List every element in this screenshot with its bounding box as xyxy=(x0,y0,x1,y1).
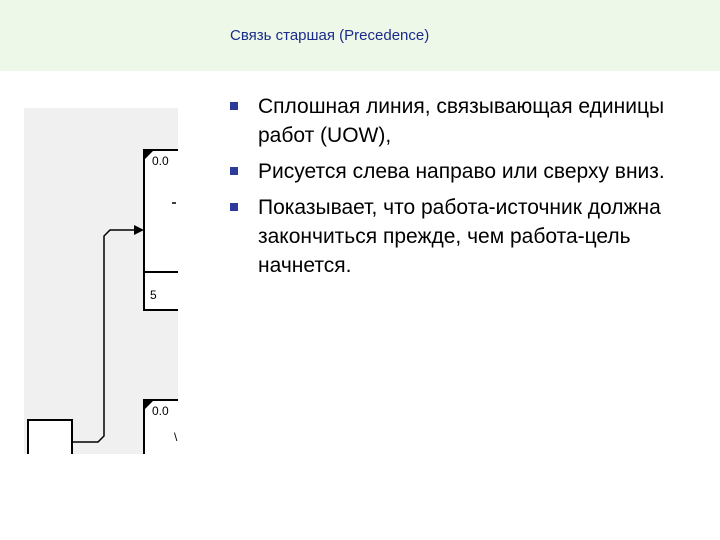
bullet-text: Рисуется слева направо или сверху вниз. xyxy=(258,160,665,183)
uow-top-start-label: 0.0 xyxy=(152,154,169,168)
bullet-square-icon xyxy=(230,203,238,211)
uow-bottom-side-label: \ xyxy=(174,430,178,444)
bullet-item xyxy=(228,193,698,280)
bullet-item xyxy=(228,92,698,150)
bullet-item xyxy=(228,157,698,186)
precedence-arrowhead xyxy=(134,225,144,235)
precedence-diagram xyxy=(24,108,178,454)
slide-title: Связь старшая (Precedence) xyxy=(230,27,430,44)
uow-box-top xyxy=(144,150,178,310)
precedence-link xyxy=(72,230,134,442)
uow-box-source xyxy=(28,420,72,454)
uow-top-number-label: 5 xyxy=(150,288,157,302)
bullet-square-icon xyxy=(230,102,238,110)
bullet-list xyxy=(228,92,698,287)
bullet-text: Показывает, что работа-источник должна закончиться прежде, чем работа-цель начнется. xyxy=(258,196,661,277)
bullet-text: Сплошная линия, связывающая единицы работ (UOW), xyxy=(258,95,665,147)
header-band xyxy=(0,0,720,71)
bullet-square-icon xyxy=(230,167,238,175)
uow-bottom-start-label: 0.0 xyxy=(152,404,169,418)
